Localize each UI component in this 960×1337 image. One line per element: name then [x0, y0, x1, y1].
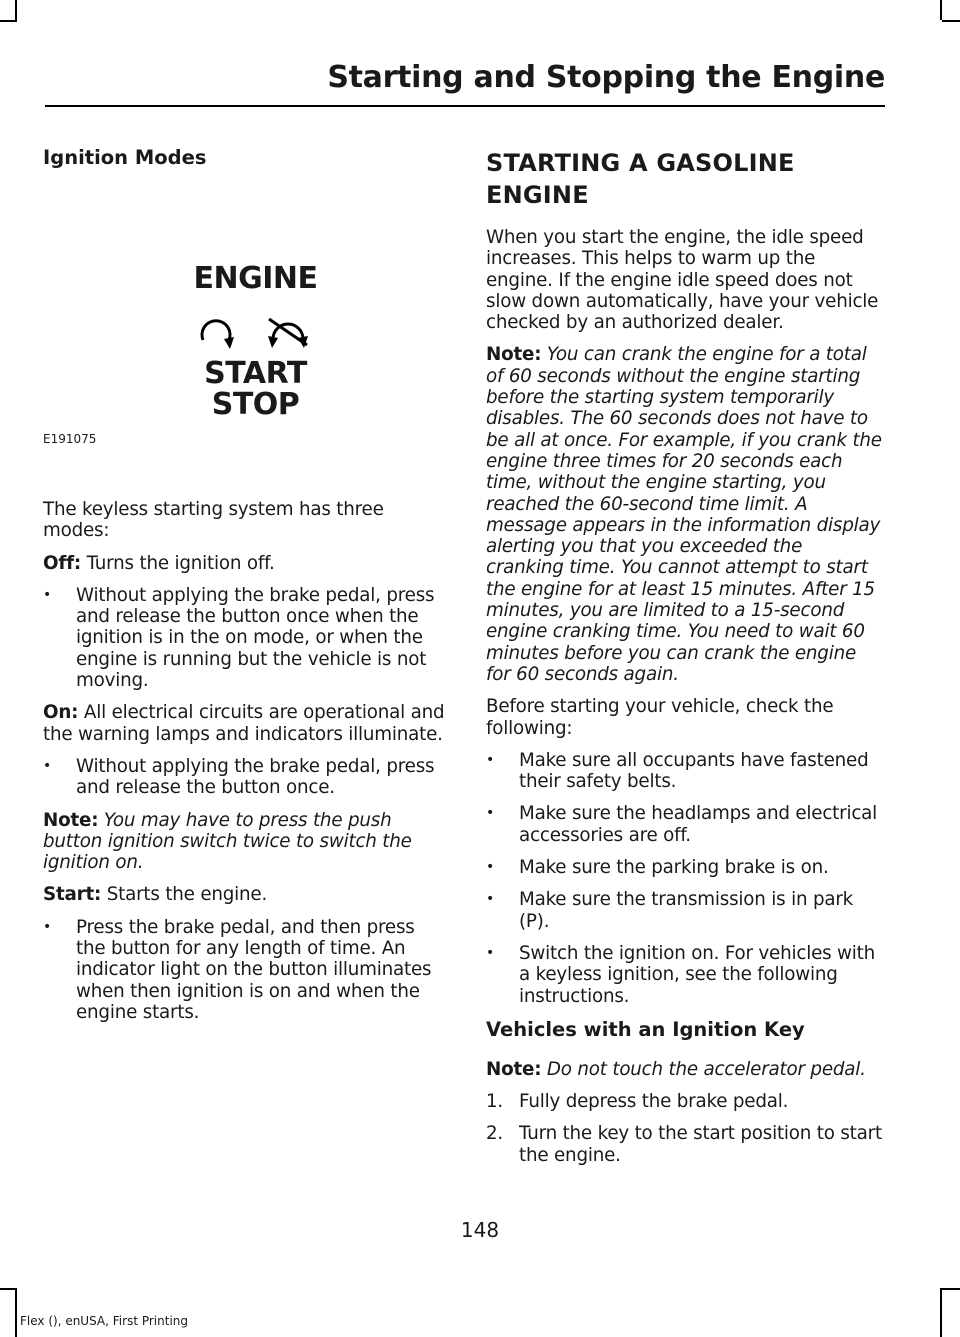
step-text: Turn the key to the start position to start the engine.	[519, 1123, 882, 1166]
start-mode-paragraph	[43, 884, 448, 905]
list-item	[486, 1091, 882, 1112]
rotate-arrow-icon	[195, 314, 239, 360]
heading-line: ENGINE	[486, 181, 589, 209]
page-title: Starting and Stopping the Engine	[327, 60, 885, 95]
on-bullets	[43, 756, 448, 799]
crop-mark	[0, 20, 17, 22]
list-item: • Without applying the brake pedal, press and release the button once when the ignition is in the on mode, or when the engine is running but the vehicle is not moving.	[43, 585, 448, 691]
list-item: • Make sure the parking brake is on.	[486, 857, 882, 878]
steps-list	[486, 1091, 882, 1166]
note-label: Note:	[486, 344, 542, 366]
on-text: All electrical circuits are operational and the warning lamps and indicators illuminate.	[43, 702, 445, 745]
crop-mark	[940, 0, 942, 20]
note-paragraph	[43, 810, 448, 874]
crop-mark	[940, 1288, 942, 1337]
list-item: • Make sure the headlamps and electrical accessories are off.	[486, 803, 882, 846]
intro-paragraph: When you start the engine, the idle speed increases. This helps to warm up the engine. If the engine idle speed does not slow down automatically, have your vehicle checked by an authorized dealer.	[486, 227, 879, 334]
start-label: START	[204, 356, 307, 391]
off-text: Turns the ignition off.	[80, 552, 275, 574]
stop-label: STOP	[211, 387, 300, 422]
step-number: 2.	[486, 1123, 504, 1145]
note-text: Do not touch the accelerator pedal.	[541, 1058, 866, 1080]
crop-mark	[15, 1288, 17, 1337]
section-heading-main	[486, 147, 882, 211]
note-text: You can crank the engine for a total of 60 seconds without the engine starting before the starting system temporarily disables. The 60 seconds does not have to be all at once. For example, if you crank the engine three times for 20 seconds each time, without the engine starting, you reached the 60-second time limit. A message appears in the information display alerting you that you exceeded the cranking time. You cannot attempt to start the engine for at least 15 minutes. After 15 minutes, you are limited to a 15-second engine cranking time. You need to wait 60 minutes before you can crank the engine for 60 seconds again.	[486, 344, 882, 685]
right-column	[486, 140, 882, 1166]
crop-mark	[942, 20, 960, 22]
note-label: Note:	[486, 1058, 542, 1080]
heading-line: STARTING A GASOLINE	[486, 149, 795, 177]
list-item: • Without applying the brake pedal, press and release the button once.	[43, 756, 448, 799]
off-label: Off:	[43, 552, 81, 574]
start-mode-text: Starts the engine.	[101, 884, 268, 906]
crop-mark	[0, 1288, 17, 1290]
crossed-rotate-arrow-icon	[265, 311, 311, 361]
off-bullets	[43, 585, 448, 691]
engine-start-stop-figure	[43, 181, 448, 449]
subsection-heading: Vehicles with an Ignition Key	[486, 1017, 805, 1041]
on-label: On:	[43, 702, 79, 724]
checklist-intro: Before starting your vehicle, check the following:	[486, 696, 834, 739]
checklist	[486, 750, 882, 1007]
list-item: • Make sure all occupants have fastened their safety belts.	[486, 750, 882, 793]
section-heading: Ignition Modes	[43, 146, 207, 169]
list-item: • Press the brake pedal, and then press the button for any length of time. An indicator light on the button illuminates when then ignition is on and when the engine starts.	[43, 917, 448, 1023]
list-item: • Switch the ignition on. For vehicles with a keyless ignition, see the following instructions.	[486, 943, 882, 1007]
note-paragraph	[486, 1059, 882, 1080]
header-divider	[45, 105, 885, 107]
crop-mark	[15, 0, 17, 20]
start-mode-label: Start:	[43, 884, 102, 906]
left-column	[43, 140, 448, 1034]
figure-code: E191075	[43, 432, 97, 446]
list-item: • Make sure the transmission is in park (P).	[486, 889, 882, 932]
step-text: Fully depress the brake pedal.	[519, 1091, 789, 1113]
engine-label: ENGINE	[193, 261, 318, 296]
list-item	[486, 1123, 882, 1166]
step-number: 1.	[486, 1091, 504, 1113]
intro-paragraph: The keyless starting system has three modes:	[43, 499, 384, 542]
footer-text: Flex (), enUSA, First Printing	[20, 1314, 188, 1328]
page-number: 148	[460, 1218, 500, 1242]
start-bullets	[43, 917, 448, 1023]
on-mode-paragraph	[43, 702, 448, 745]
crop-mark	[942, 1288, 960, 1290]
note-label: Note:	[43, 809, 99, 831]
note-paragraph	[486, 344, 882, 685]
off-mode-paragraph	[43, 553, 448, 574]
note-text: You may have to press the push button ignition switch twice to switch the ignition on.	[43, 809, 412, 874]
